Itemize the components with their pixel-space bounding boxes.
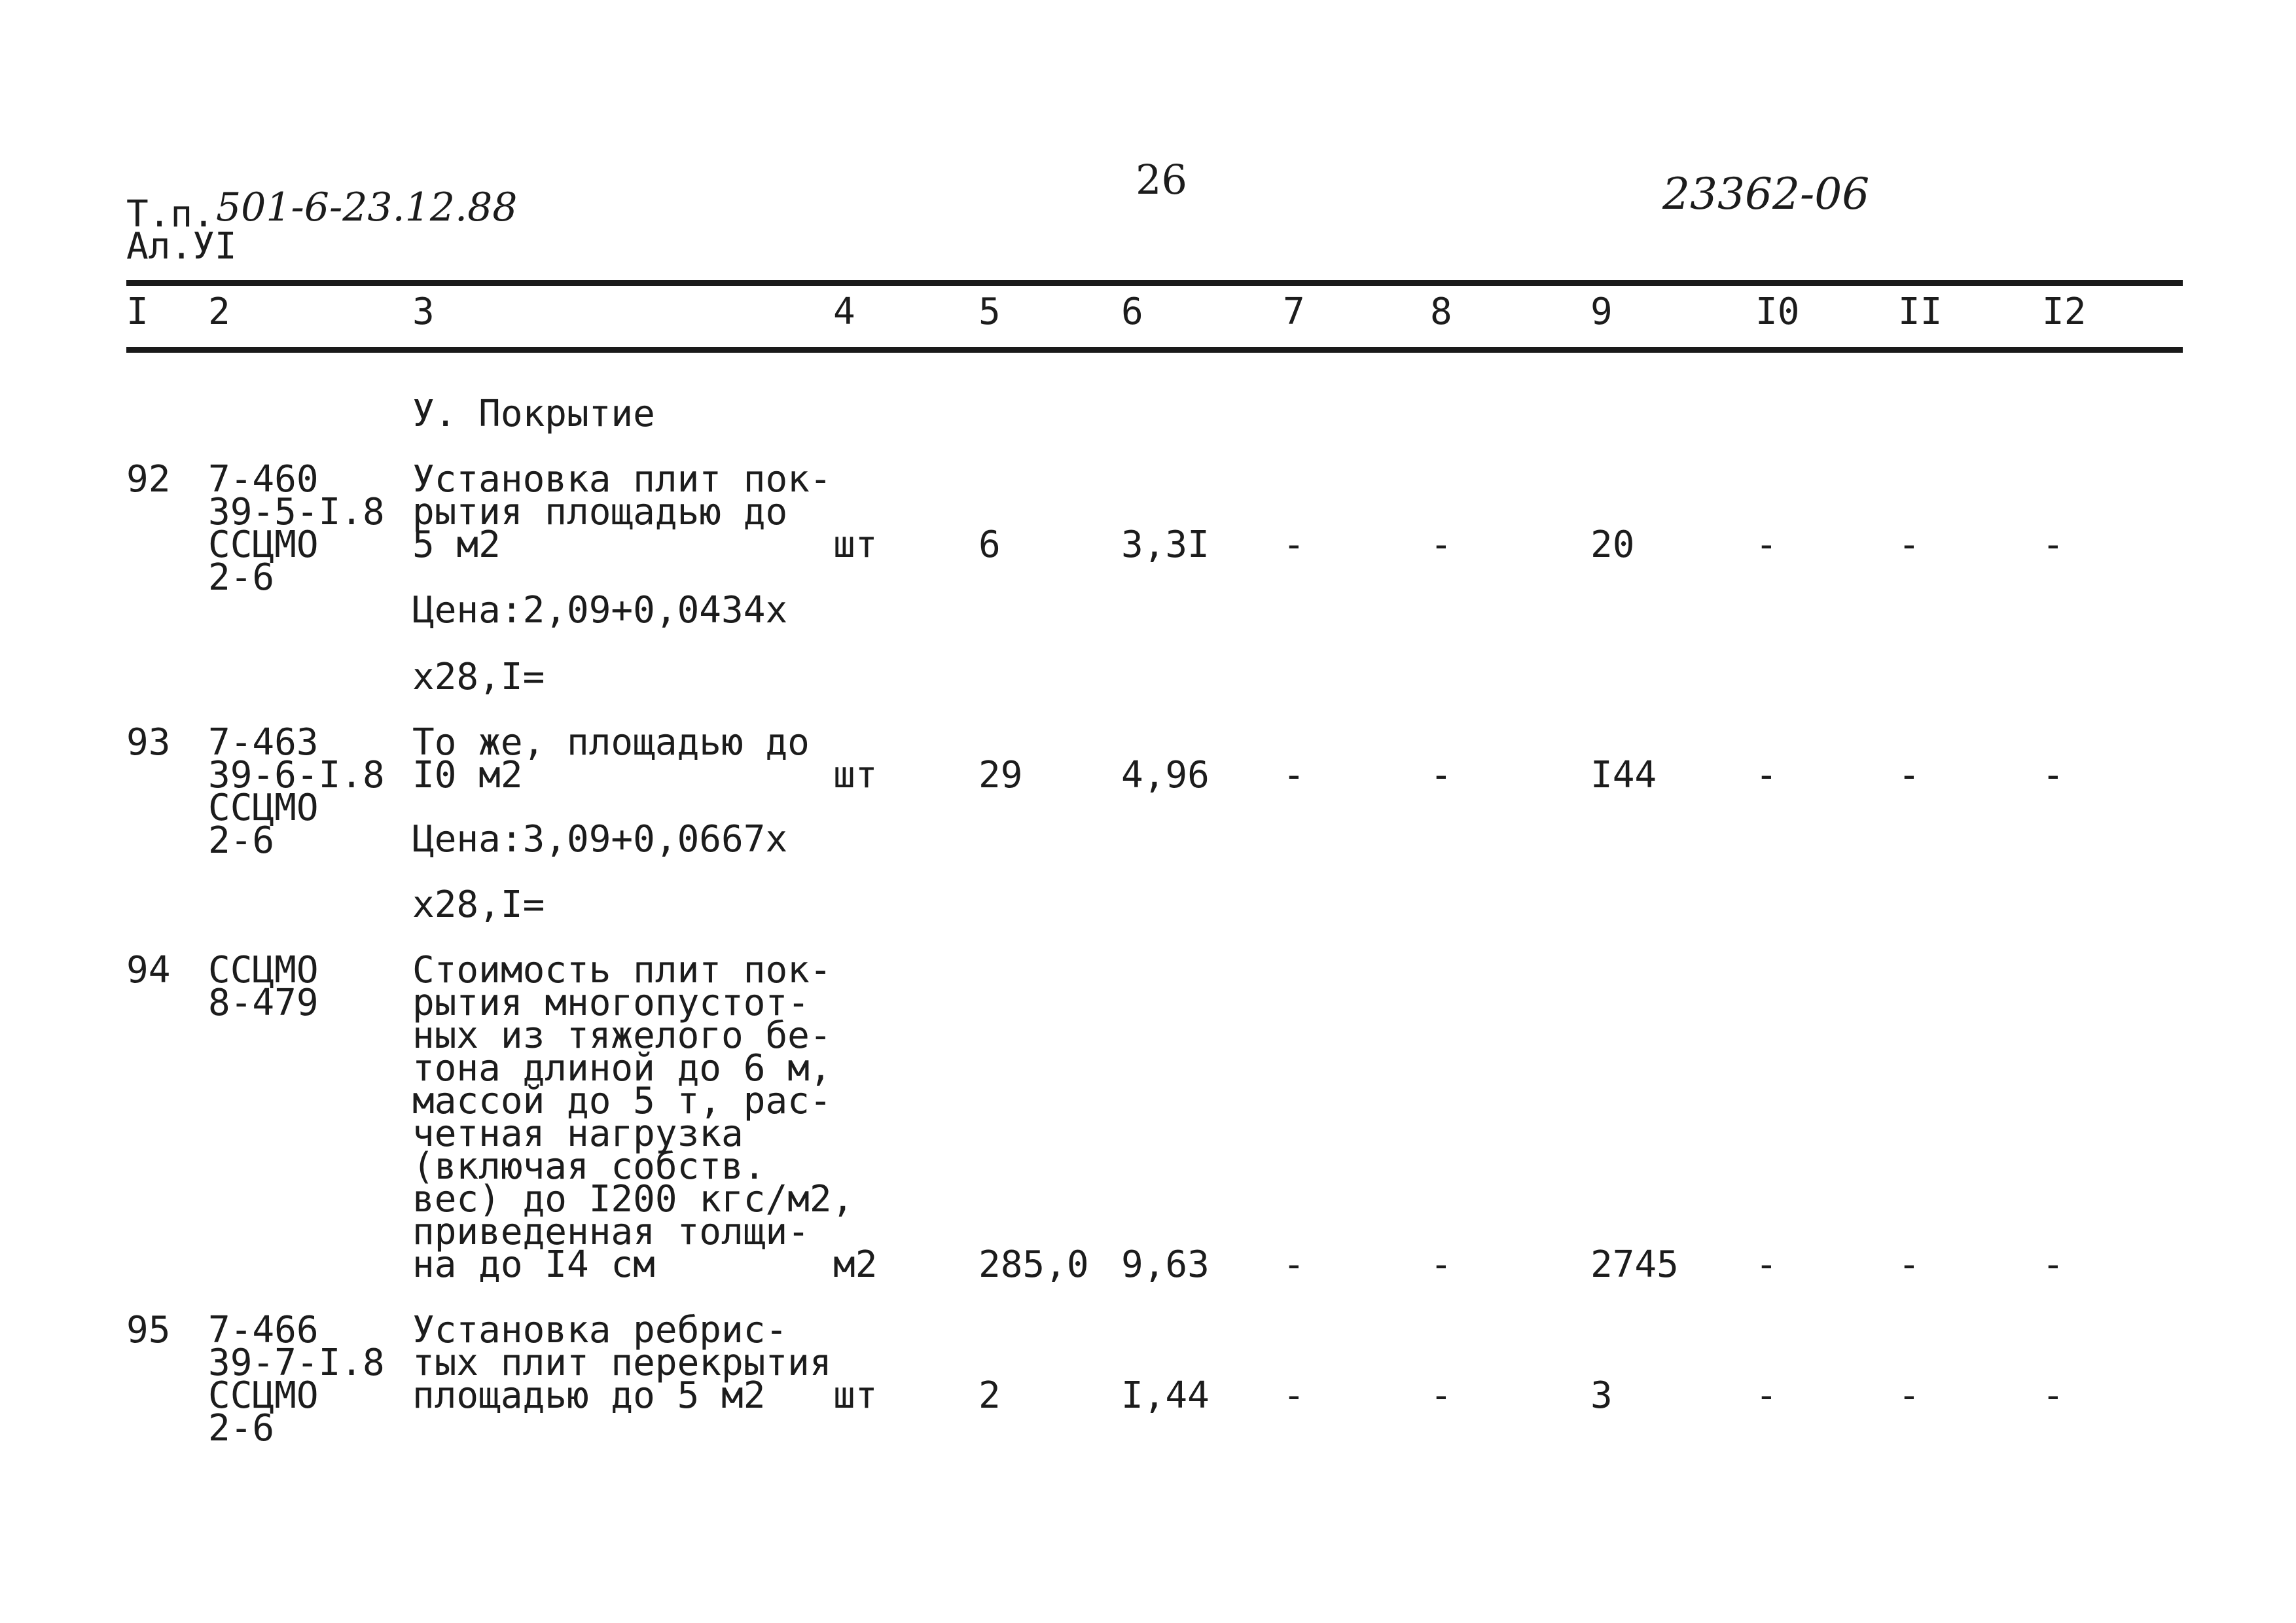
- row-col10: -: [1755, 1374, 1778, 1417]
- row-quantity: 2: [978, 1374, 1001, 1417]
- header-bottom-rule: [126, 347, 2183, 353]
- row-price: I,44: [1121, 1374, 1210, 1417]
- row-codes: 7-463 39-6-I.8 ССЦМО 2-6: [208, 721, 385, 862]
- row-col11: -: [1898, 1243, 1920, 1286]
- row-col9: I44: [1590, 754, 1657, 796]
- row-col8: -: [1430, 524, 1452, 566]
- row-col9: 2745: [1590, 1243, 1679, 1286]
- row-price-formula-cont: х28,I=: [412, 656, 545, 698]
- row-col12: -: [2042, 754, 2064, 796]
- row-col9: 20: [1590, 524, 1635, 566]
- document-code: 23362-06: [1662, 169, 1870, 219]
- row-col7: -: [1283, 1374, 1305, 1417]
- row-number: 94: [126, 949, 171, 991]
- row-description: То же, площадью до I0 м2: [412, 721, 810, 796]
- row-price: 4,96: [1121, 754, 1210, 796]
- row-description: Установка плит пок- рытия площадью до 5 м2: [412, 458, 832, 566]
- page-number: 26: [1136, 156, 1187, 204]
- row-col12: -: [2042, 1374, 2064, 1417]
- row-codes: 7-466 39-7-I.8 ССЦМО 2-6: [208, 1309, 385, 1450]
- row-col11: -: [1898, 1374, 1920, 1417]
- column-number-2: 2: [208, 291, 230, 333]
- row-unit: шт: [833, 524, 878, 566]
- row-description: Стоимость плит пок- рытия многопустот- ных из тяжелого бе- тона длиной до 6 м, массой до 5 т, рас- четная нагрузка (включая собств. вес) до I200 кгс/м2, приведенная толщи- на до I4 см: [412, 949, 854, 1286]
- row-quantity: 29: [978, 754, 1023, 796]
- row-price-formula: Цена:3,09+0,0667х: [412, 818, 788, 861]
- column-number-10: I0: [1755, 291, 1800, 333]
- row-number: 92: [126, 458, 171, 501]
- row-price: 9,63: [1121, 1243, 1210, 1286]
- column-number-8: 8: [1430, 291, 1452, 333]
- row-col9: 3: [1590, 1374, 1613, 1417]
- row-quantity: 6: [978, 524, 1001, 566]
- row-number: 93: [126, 721, 171, 764]
- row-col10: -: [1755, 524, 1778, 566]
- column-number-6: 6: [1121, 291, 1143, 333]
- row-col11: -: [1898, 524, 1920, 566]
- row-col12: -: [2042, 1243, 2064, 1286]
- row-col12: -: [2042, 524, 2064, 566]
- row-col7: -: [1283, 524, 1305, 566]
- row-col8: -: [1430, 1374, 1452, 1417]
- row-price: 3,3I: [1121, 524, 1210, 566]
- row-col8: -: [1430, 1243, 1452, 1286]
- row-col10: -: [1755, 1243, 1778, 1286]
- column-number-11: II: [1898, 291, 1943, 333]
- column-number-3: 3: [412, 291, 435, 333]
- column-number-1: I: [126, 291, 149, 333]
- row-col11: -: [1898, 754, 1920, 796]
- tp-prefix: Т.п.: [126, 193, 215, 236]
- row-unit: шт: [833, 754, 878, 796]
- row-codes: 7-460 39-5-I.8 ССЦМО 2-6: [208, 458, 385, 599]
- row-col10: -: [1755, 754, 1778, 796]
- row-col7: -: [1283, 754, 1305, 796]
- row-number: 95: [126, 1309, 171, 1351]
- row-unit: м2: [833, 1243, 878, 1286]
- row-quantity: 285,0: [978, 1243, 1089, 1286]
- row-col8: -: [1430, 754, 1452, 796]
- album-label: Ал.УI: [126, 225, 237, 268]
- section-title: У. Покрытие: [412, 393, 655, 435]
- tp-number: 501-6-23.12.88: [216, 185, 518, 230]
- column-number-4: 4: [833, 291, 855, 333]
- row-unit: шт: [833, 1374, 878, 1417]
- row-price-formula: Цена:2,09+0,0434х: [412, 589, 788, 632]
- header-top-rule: [126, 280, 2183, 286]
- row-codes: ССЦМО 8-479: [208, 949, 319, 1024]
- row-price-formula-cont: х28,I=: [412, 883, 545, 926]
- column-number-7: 7: [1283, 291, 1305, 333]
- column-number-12: I2: [2042, 291, 2087, 333]
- row-col7: -: [1283, 1243, 1305, 1286]
- row-description: Установка ребрис- тых плит перекрытия площадью до 5 м2: [412, 1309, 832, 1417]
- column-number-9: 9: [1590, 291, 1613, 333]
- column-number-5: 5: [978, 291, 1001, 333]
